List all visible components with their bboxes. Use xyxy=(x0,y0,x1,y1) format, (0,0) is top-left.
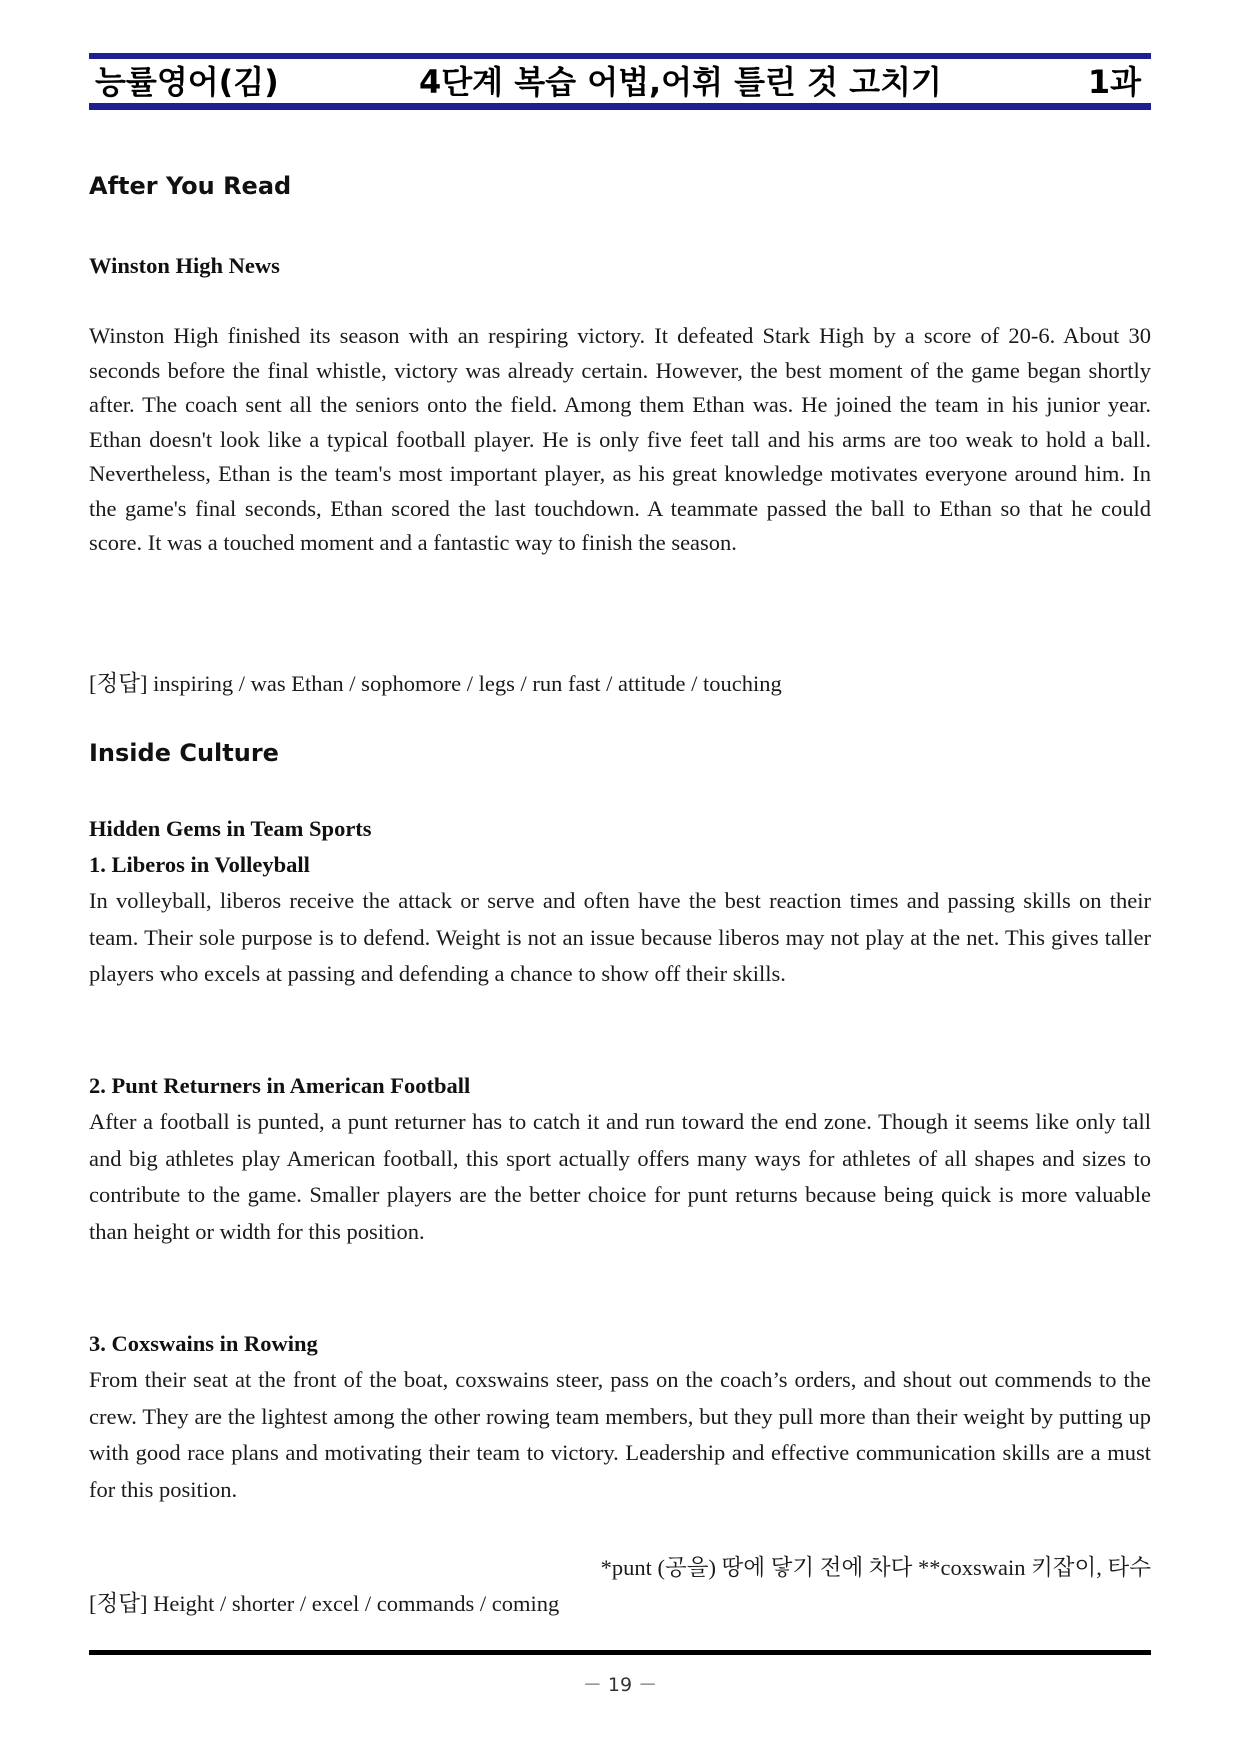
after-you-read-paragraph: Winston High finished its season with an respiring victory. It defeated Stark High by a score of 20-6. About 30 seconds before the final whistle, victory was already certain. However, the best moment of the game began shortly after. The coach sent all the seniors onto the field. Among them Ethan was. He joined the team in his junior year. Ethan doesn't look like a typical football player. He is only five feet tall and his arms are too weak to hold a ball. Nevertheless, Ethan is the team's most important player, as his great knowledge motivates everyone around him. In the game's final seconds, Ethan scored the last touchdown. A teammate passed the ball to Ethan so that he could score. It was a touched moment and a fantastic way to finish the season. xyxy=(89,323,1151,555)
section-paragraph: From their seat at the front of the boat, coxswains steer, pass on the coach’s orders, and shout out commends to the crew. They are the lightest among the other rowing team members, but they pull more than their weight by putting up with good race plans and motivating their team to victory. Leadership and effective communication skills are a must for this position. xyxy=(89,1367,1151,1502)
header-top-rule xyxy=(89,53,1151,59)
section-paragraph: After a football is punted, a punt returner has to catch it and run toward the end zone. Though it seems like only tall and big athletes play American football, this sport actually offers many ways for athletes of all shapes and sizes to contribute to the game. Smaller players are the better choice for punt returns because being quick is more valuable than height or width for this position. xyxy=(89,1109,1151,1244)
winston-high-news-title: Winston High News xyxy=(89,253,280,278)
footer-rule xyxy=(89,1650,1151,1655)
vocabulary-footnote: *punt (공을) 땅에 닿기 전에 차다 **coxswain 키잡이, 타수 xyxy=(600,1555,1151,1580)
section-title: 2. Punt Returners in American Football xyxy=(89,1073,471,1098)
section-title: 1. Liberos in Volleyball xyxy=(89,852,310,877)
after-you-read-heading: After You Read xyxy=(89,172,292,200)
header-publisher: 능률영어(김) xyxy=(95,63,279,101)
header-title: 4단계 복습 어법,어휘 틀린 것 고치기 xyxy=(419,63,942,101)
hidden-gems-title: Hidden Gems in Team Sports xyxy=(89,816,372,841)
section-title: 3. Coxswains in Rowing xyxy=(89,1331,318,1356)
page-number: － 19 － xyxy=(582,1674,658,1696)
inside-culture-heading: Inside Culture xyxy=(89,739,279,767)
section-paragraph: In volleyball, liberos receive the attack or serve and often have the best reaction times and passing skills on their team. Their sole purpose is to defend. Weight is not an issue because liberos may not play at the net. This gives taller players who excels at passing and defending a chance to show off their skills. xyxy=(89,888,1151,986)
inside-culture-answer: [정답] Height / shorter / excel / commands / coming xyxy=(89,1591,560,1616)
page-header xyxy=(89,53,1151,111)
header-bottom-rule xyxy=(89,103,1151,110)
header-lesson: 1과 xyxy=(1087,63,1141,101)
after-you-read-answer: [정답] inspiring / was Ethan / sophomore / legs / run fast / attitude / touching xyxy=(89,671,782,696)
